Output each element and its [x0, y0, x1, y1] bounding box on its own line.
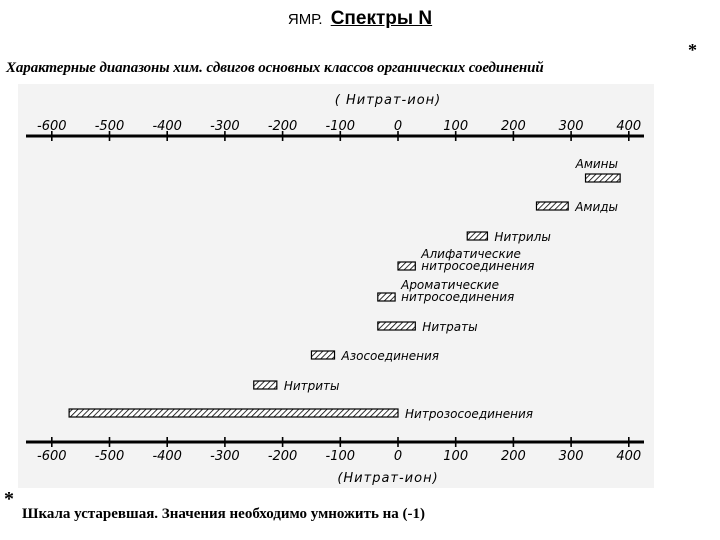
bottom-tick-label: 0	[393, 449, 403, 464]
bottom-tick-label: -400	[152, 449, 182, 464]
top-tick-label: 400	[616, 119, 642, 134]
range-bar	[467, 232, 487, 240]
bottom-tick-label: 300	[558, 449, 584, 464]
top-tick-label: 300	[558, 119, 584, 134]
chart-figure	[18, 84, 654, 488]
range-label: нитросоединения	[401, 290, 515, 304]
range-label: Амиды	[575, 200, 619, 214]
range-label: Ароматические	[401, 278, 499, 292]
bottom-tick-label: 200	[500, 449, 526, 464]
bottom-tick-label: -300	[210, 449, 240, 464]
subtitle: Характерные диапазоны хим. сдвигов основных классов органических соединений	[6, 60, 544, 76]
range-label: Нитрозосоединения	[405, 407, 534, 421]
top-axis-title: ( Нитрат-ион)	[334, 93, 442, 108]
range-bar	[254, 381, 277, 389]
range-bar	[398, 262, 415, 270]
top-tick-label: -400	[152, 119, 182, 134]
top-tick-label: -100	[325, 119, 356, 134]
range-label: Нитрилы	[494, 230, 551, 244]
bottom-tick-label: -100	[325, 449, 356, 464]
range-bar	[536, 202, 568, 210]
top-tick-label: 100	[443, 119, 469, 134]
top-tick-label: -300	[210, 119, 240, 134]
range-label: Нитриты	[283, 379, 340, 393]
range-label: Алифатические	[421, 247, 521, 261]
range-bar	[378, 293, 395, 301]
shift-range-chart	[18, 84, 654, 488]
top-tick-label: 200	[500, 119, 526, 134]
bottom-axis-title: (Нитрат-ион)	[337, 471, 439, 486]
range-bar	[311, 351, 334, 359]
title-main: Спектры N	[330, 8, 433, 29]
range-label: Нитраты	[422, 320, 478, 334]
top-tick-label: -600	[37, 119, 67, 134]
bottom-tick-label: -500	[94, 449, 125, 464]
page-title	[0, 8, 720, 30]
title-prefix: ЯМР.	[287, 11, 323, 28]
range-label: Амины	[575, 157, 619, 171]
range-bar	[586, 174, 621, 182]
subtitle-asterisk: *	[688, 40, 697, 60]
footnote: Шкала устаревшая. Значения необходимо умножить на (-1)	[22, 506, 426, 522]
range-label: нитросоединения	[421, 259, 535, 273]
bottom-tick-label: -600	[37, 449, 67, 464]
range-bar	[69, 409, 398, 417]
top-tick-label: 0	[393, 119, 403, 134]
top-tick-label: -200	[267, 119, 298, 134]
footnote-asterisk: *	[4, 488, 14, 510]
bottom-tick-label: 100	[443, 449, 469, 464]
range-label: Азосоединения	[341, 349, 439, 363]
top-tick-label: -500	[94, 119, 125, 134]
range-bar	[378, 322, 416, 330]
bottom-tick-label: -200	[267, 449, 298, 464]
bottom-tick-label: 400	[616, 449, 642, 464]
